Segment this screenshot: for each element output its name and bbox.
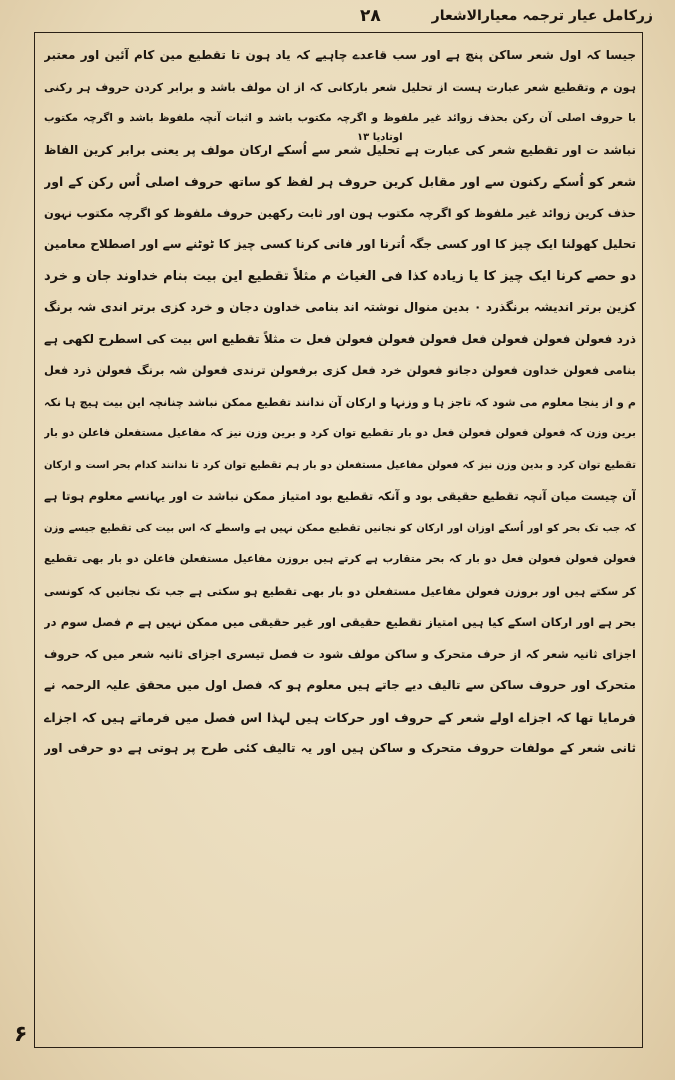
page-number: ۲۸ — [360, 6, 381, 26]
text-line: م و از ینجا معلوم می شود کہ تاجز ہا و وزنہا و ارکان آن ندانند تقطیع ممکن نباشد چنانچہ این بیت ہیچ ہا نکہ — [44, 395, 636, 409]
text-line: ثانی شعر کے مولفات حروف متحرک و ساکن ہیں اور یہ تالیف کئی طرح پر ہوتی ہے دو حرفی اور — [44, 741, 636, 755]
text-line: شعر کو اُسکے رکنون سے اور مقابل کرین حروف ہر لفظ کو ساتھ حروف اصلی اُس رکن کے اور — [44, 174, 636, 189]
text-line: کہ جب تک بحر کو اور اُسکے اوزان اور ارکان کو نجانیں تقطیع ممکن نہیں ہے واسطے کہ اس بیت کی تقطیع جیسے وزن — [44, 522, 636, 534]
text-line: ہون م وتقطیع شعر عبارت ہست از تحلیل شعر بارکانی کہ از ان مولف باشد و برابر کردن حروف ہر رکنی — [44, 80, 636, 94]
running-title: زرکامل عیار ترجمہ معیارالاشعار — [431, 8, 653, 24]
text-line: جیسا کہ اول شعر ساکن پنچ ہے اور سب قاعدے چاہیے کہ یاد ہون تا تقطیع مین کام آئین اور معتبر — [44, 48, 636, 62]
text-line: ذرد فعولن فعولن فعولن فعل فعولن فعولن فعولن فعل ت مثلاً تقطیع اس بیت کی اسطرح لکھی ہے — [44, 331, 636, 346]
text-line: برین وزن کہ فعولن فعولن فعولن فعل دو بار تقطیع توان کرد و برین وزن نیز کہ مفاعیل مستفعلن فاعلن دو بار — [44, 427, 636, 439]
text-line: حذف کرین زوائد غیر ملفوظ کو اگرچہ مکتوب ہون اور ثابت رکھین حروف ملفوظ کو اگرچہ مکتوب نہون — [44, 205, 636, 220]
folio-mark: ۶ — [14, 1022, 28, 1047]
margin-gloss: اوتادیا ۱۳ — [357, 132, 403, 143]
text-line: تحلیل کھولنا ایک چیز کا اور کسی جگہ اُترنا اور فانی کرنا کسی چیز کا ٹوٹنے سے اور اصطلاح معامین — [44, 237, 636, 251]
text-line: اجزای ثانیہ شعر کہ از حرف متحرک و ساکن مولف شود ت فصل تیسری اجزای ثانیہ شعر میں کہ حروف — [44, 646, 636, 661]
text-line: متحرک اور حروف ساکن سے تالیف دیے جاتے ہیں معلوم ہو کہ فصل اول میں محقق علیہ الرحمہ نے — [44, 678, 636, 692]
text-line: بحر ہے اور ارکان اسکے کیا ہیں امتیاز تقطیع حقیقی اور غیر حقیقی میں ممکن نہیں ہے م فصل سوم در — [44, 615, 636, 629]
text-line: کر سکتے ہیں اور بروزن فعولن مفاعیل مستفعلن دو بار بھی تقطیع ہو سکتی ہے جب تک نجانیں کہ کونسی — [44, 584, 636, 598]
text-line: بنامی فعولن خداون فعولن دجانو فعولن خرد فعل کزی برفعولن ترندی فعولن شہ برنگ فعولن ذرد فعل — [44, 363, 636, 377]
text-line: نباشد ت اور تقطیع شعر کی عبارت ہے تحلیل شعر سے اُسکے ارکان مولف پر یعنی برابر کرین الفاظ — [44, 142, 636, 157]
page-header — [40, 6, 653, 30]
text-line: آن چیست میان آنچہ تقطیع حقیقی بود و آنکہ تقطیع بود امتیاز ممکن نباشد ت اور یہانسے معلوم ہوتا ہے — [44, 489, 636, 503]
text-line: با حروف اصلی آن رکن بحذف زوائد غیر ملفوظ و اگرچہ مکتوب باشد و اثبات آنچہ ملفوظ باشد و اگرچہ مکتوب — [44, 112, 636, 124]
text-line: فرمایا تھا کہ اجزاے اولے شعر کے حروف اور حرکات ہیں لہذا اس فصل میں فرماتے ہیں کہ اجزاے — [44, 709, 636, 725]
body-text — [44, 40, 636, 765]
text-line: تقطیع توان کرد و بدین وزن نیز کہ فعولن مفاعیل مستفعلن دو بار ہم تقطیع توان کرد تا ندانند کدام بحر است و ارکان — [44, 459, 636, 471]
text-line: دو حصے کرنا ایک چیز کا یا زیادہ کذا فی الغیاث م مثلاً تقطیع این بیت بنام خداوند جان و خرد — [44, 268, 636, 284]
text-line: فعولن فعولن فعولن فعل دو بار کہ بحر متقارب ہے کرتے ہیں بروزن مفاعیل مستفعلن فاعلن دو بار بھی تقطیع — [44, 553, 636, 565]
text-line: کزین برتر اندیشہ برنگذرد ۰ بدین منوال نوشتہ اند بنامی خداون دجان و خرد کزی برتر اندی شہ برنگ — [44, 300, 636, 314]
